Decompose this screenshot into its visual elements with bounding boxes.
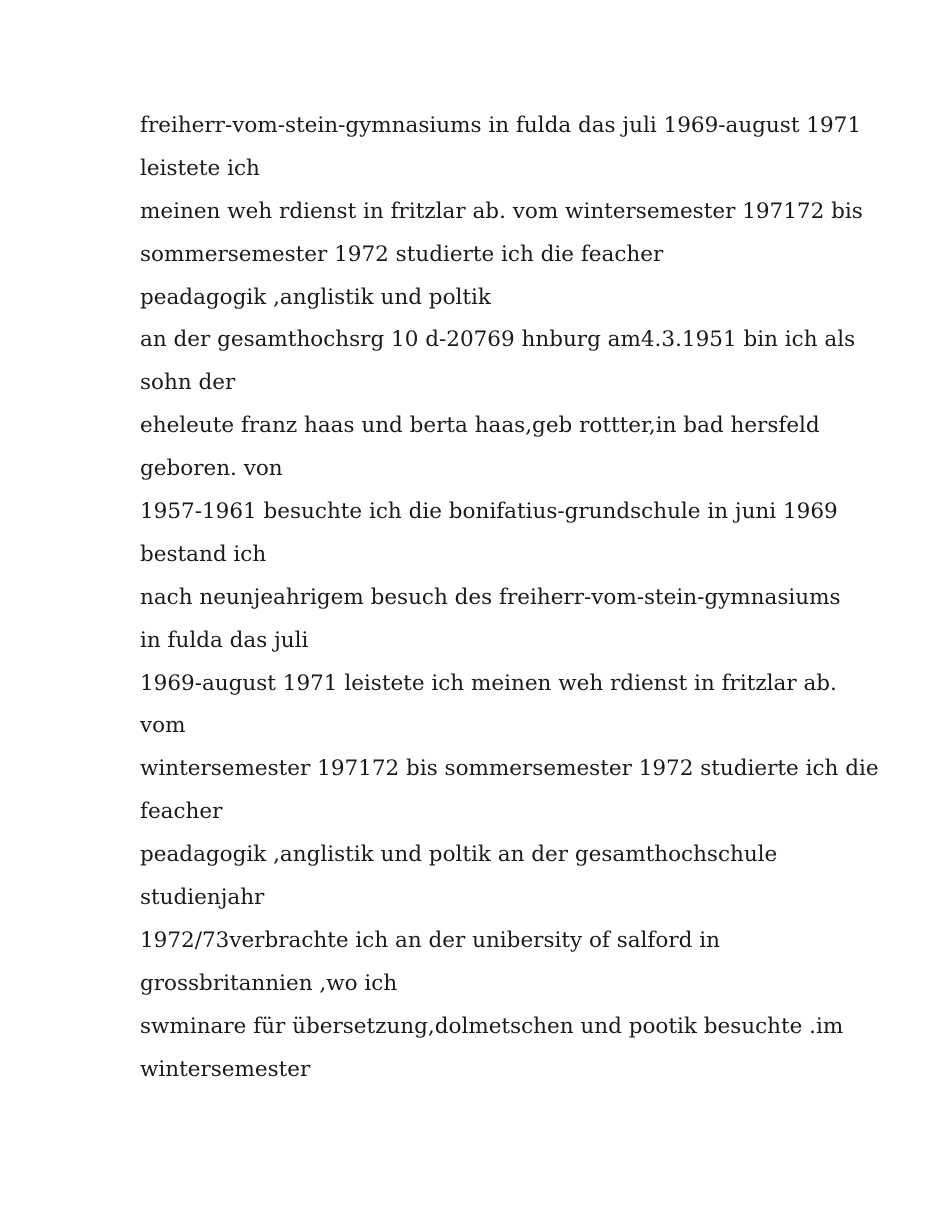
text-line: swminare für übersetzung,dolmetschen und pootik besuchte .im — [140, 1013, 844, 1039]
text-line: feacher — [140, 799, 223, 825]
text-line: sohn der — [140, 370, 236, 396]
text-line: wintersemester — [140, 1056, 311, 1082]
text-line: 1957-1961 besuchte ich die bonifatius-grundschule in juni 1969 — [140, 499, 838, 525]
text-line: sommersemester 1972 studierte ich die feacher — [140, 241, 664, 267]
text-line: bestand ich — [140, 541, 267, 567]
text-line: 1972/73verbrachte ich an der unibersity of salford in — [140, 927, 720, 953]
paragraph — [140, 834, 820, 920]
paragraph — [140, 191, 863, 277]
text-line: peadagogik ,anglistik und poltik — [140, 284, 491, 310]
text-line: an der gesamthochsrg 10 d-20769 hnburg am4.3.1951 bin ich als — [140, 327, 856, 353]
text-line: 1969-august 1971 leistete ich meinen weh rdienst in fritzlar ab. — [140, 670, 837, 696]
text-line: freiherr-vom-stein-gymnasiums in fulda das juli 1969-august 1971 — [140, 113, 862, 138]
text-line: peadagogik ,anglistik und poltik an der gesamthochschule — [140, 842, 778, 868]
paragraph — [140, 405, 820, 491]
text-line: studienjahr — [140, 885, 265, 911]
text-line: eheleute franz haas und berta haas,geb rottter,in bad hersfeld — [140, 413, 820, 439]
text-line: vom — [140, 713, 186, 739]
text-line: nach neunjeahrigem besuch des freiherr-vom-stein-gymnasiums — [140, 584, 841, 610]
paragraph — [140, 663, 837, 749]
paragraph — [140, 105, 862, 191]
text-line: geboren. von — [140, 456, 283, 482]
text-line: leistete ich — [140, 155, 260, 181]
text-line: meinen weh rdienst in fritzlar ab. vom wintersemester 197172 bis — [140, 198, 863, 224]
paragraph — [140, 748, 879, 834]
text-line: grossbritannien ,wo ich — [140, 970, 398, 996]
body-text — [140, 105, 879, 1091]
paragraph — [140, 920, 820, 1006]
paragraph — [140, 1006, 844, 1092]
paragraph — [140, 319, 856, 405]
paragraph — [140, 277, 820, 320]
text-line: wintersemester 197172 bis sommersemester 1972 studierte ich die — [140, 756, 879, 782]
paragraph — [140, 491, 838, 577]
text-line: in fulda das juli — [140, 627, 309, 653]
paragraph — [140, 577, 841, 663]
